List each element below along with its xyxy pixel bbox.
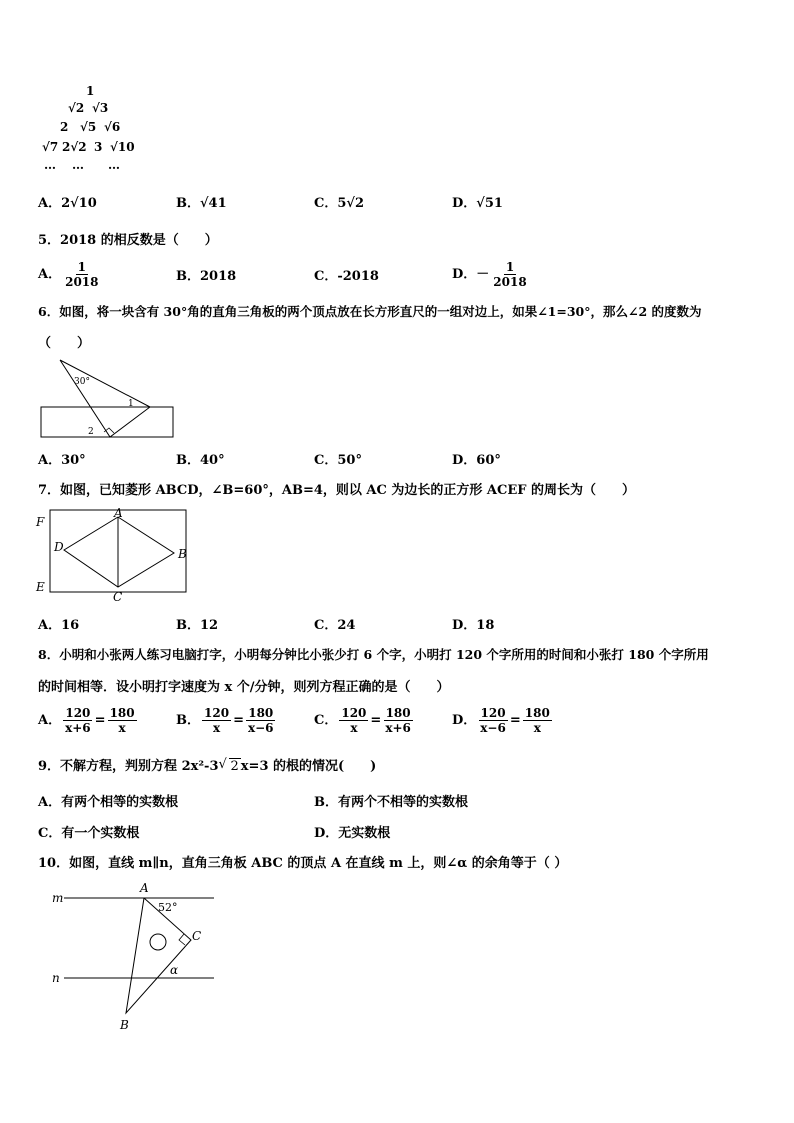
denominator: x−6 [247,720,274,735]
option-label: D． [314,826,339,841]
q6-option-a[interactable] [38,449,176,468]
label-n: n [52,971,60,985]
option-text: 50° [337,453,362,468]
q8-options [38,702,590,738]
radical-icon: √ [218,757,227,772]
numerator: 120 [65,705,91,720]
denominator: x [118,720,126,735]
pattern-cell: √6 [104,120,121,134]
option-label: A． [38,618,62,633]
numerator: 180 [385,705,411,720]
option-label: A． [38,266,62,282]
q10-stem: 10．如图，直线 m∥n，直角三角板 ABC 的顶点 A 在直线 m 上，则∠α 的余角等于（ ） [38,856,568,871]
q6-stem-line2: （ ） [38,336,91,351]
angle-30-label: 30° [74,377,90,387]
denominator: x+6 [385,720,411,735]
q9-option-c[interactable] [38,822,139,841]
q4-option-d[interactable] [452,192,590,211]
triangle-hole [150,934,166,950]
option-label: D． [452,453,477,468]
label-a: A [114,506,123,520]
fraction [523,706,552,735]
pattern-cell: 2 [60,120,69,134]
denominator: x [533,720,541,735]
fraction [491,260,528,289]
option-text: 2018 [200,268,237,284]
option-label: D． [452,618,477,633]
option-label: C． [314,712,338,728]
label-b: B [120,1018,129,1032]
numerator: 120 [204,705,230,720]
q8-option-a[interactable]: A． $\frac{120}{x+6}$ = $\frac{180}{x}$ [38,705,135,735]
q7-option-d[interactable] [452,614,590,633]
pattern-cell: 2√2 [62,140,87,154]
option-label: A． [38,712,62,728]
pattern-cell: … [72,158,84,172]
q5-option-c[interactable] [314,265,452,284]
q9-option-a[interactable] [38,791,178,810]
q5-options [38,258,590,290]
q6-option-d[interactable] [452,449,590,468]
pattern-cell: … [108,158,120,172]
angle-52-label: 52° [158,901,178,914]
q6-option-c[interactable] [314,449,452,468]
q8-option-c[interactable]: C． $\frac{120}{x}$ = $\frac{180}{x+6}$ [314,705,411,735]
q8-option-d[interactable]: D． $\frac{120}{x-6}$ = $\frac{180}{x}$ [452,705,550,735]
q7-option-b[interactable] [176,614,314,633]
label-d: D [54,540,64,554]
q9-stem-pre: 9．不解方程，判别方程 2x²-3 [38,759,219,774]
q6-figure [38,355,178,441]
triangle-abc [126,898,191,1013]
angle-1-label: 1 [128,399,134,409]
right-angle-mark [104,428,114,433]
label-c: C [113,590,123,604]
option-label: D． [452,196,477,211]
q6-options [38,449,590,468]
numerator: 1 [505,259,515,274]
fraction [108,706,137,735]
q7-options [38,614,590,633]
q5-stem: 5．2018 的相反数是（ ） [38,233,218,248]
pattern-cell: 3 [94,140,103,154]
q8-stem-line1: 8．小明和小张两人练习电脑打字，小明每分钟比小张少打 6 个字，小明打 120 个字所用的时间和小张打 180 个字所用 [38,647,709,662]
option-text: 24 [337,618,356,633]
q9-option-b[interactable] [314,791,468,810]
q7-figure [34,505,194,605]
q7-option-c[interactable] [314,614,452,633]
q9-stem-post: x=3 的根的情况( ) [240,759,377,774]
option-text: 无实数根 [338,826,391,841]
option-label: B． [176,196,200,211]
alpha-label: α [170,963,179,977]
option-text: 有两个不相等的实数根 [338,795,469,810]
label-a: A [140,881,149,895]
radicand: 2 [230,759,239,774]
numerator: 180 [248,705,274,720]
angle-2-label: 2 [88,427,94,437]
option-text: 18 [476,618,495,633]
option-text: 30° [61,453,86,468]
option-label: C． [314,268,338,284]
q5-option-b[interactable] [176,265,314,284]
pattern-cell: 1 [86,84,95,98]
q6-stem-line1: 6．如图，将一块含有 30°角的直角三角板的两个顶点放在长方形直尺的一组对边上，如果∠1=30°，那么∠2 的度数为 [38,304,702,319]
numerator: 180 [109,705,135,720]
label-b: B [178,547,187,561]
q7-option-a[interactable] [38,614,176,633]
option-label: A． [38,196,62,211]
option-label: C． [38,826,62,841]
fraction [478,706,508,735]
option-label: B． [176,712,200,728]
option-text: 2√10 [61,196,97,211]
label-c: C [192,929,202,943]
q6-option-b[interactable] [176,449,314,468]
option-text: 12 [200,618,219,633]
triangle [60,360,150,437]
option-text: 有两个相等的实数根 [61,795,179,810]
option-text: √41 [200,196,227,211]
q4-option-c[interactable] [314,192,452,211]
option-label: A． [38,453,62,468]
q4-options [38,192,590,211]
option-text: 16 [61,618,80,633]
denominator: x−6 [480,720,506,735]
q8-stem-line2: 的时间相等．设小明打字速度为 x 个/分钟，则列方程正确的是（ ） [38,680,450,695]
pattern-cell: √3 [92,101,109,115]
fraction [63,260,100,289]
option-label: D． [452,266,477,282]
denominator: x [350,720,358,735]
option-label: D． [452,712,477,728]
q10-figure [48,878,218,1036]
fraction [339,706,368,735]
option-label: A． [38,795,62,810]
denominator: 2018 [493,274,527,289]
option-label: C． [314,618,338,633]
option-text: 有一个实数根 [61,826,140,841]
option-text: 5√2 [337,196,364,211]
option-text: -2018 [337,268,379,284]
q9-option-d[interactable] [314,822,390,841]
option-label: C． [314,453,338,468]
numerator: 120 [480,705,506,720]
denominator: 2018 [65,274,99,289]
option-text: 60° [476,453,501,468]
q8-option-b[interactable]: B． $\frac{120}{x}$ = $\frac{180}{x-6}$ [176,705,274,735]
pattern-cell: √2 [68,101,85,115]
q5-option-d[interactable] [452,260,590,289]
fraction [63,706,93,735]
numerator: 120 [341,705,367,720]
label-m: m [52,891,64,905]
option-label: B． [176,268,200,284]
numerator: 180 [524,705,550,720]
option-label: B． [176,453,200,468]
option-label: C． [314,196,338,211]
label-e: E [36,580,45,594]
pattern-cell: √7 [42,140,59,154]
q7-stem: 7．如图，已知菱形 ABCD，∠B=60°，AB=4，则以 AC 为边长的正方形 ACEF 的周长为（ ） [38,483,635,498]
option-text: 40° [200,453,225,468]
option-label: B． [176,618,200,633]
right-angle-mark [179,934,185,945]
fraction [202,706,231,735]
rhombus-abcd [64,517,174,587]
number-pattern-figure [40,82,150,177]
option-text: √51 [476,196,503,211]
denominator: x [212,720,221,735]
q5-option-a[interactable] [38,260,176,289]
q4-option-a[interactable] [38,192,176,211]
pattern-cell: √10 [110,140,135,154]
pattern-cell: … [44,158,56,172]
label-f: F [36,515,45,529]
fraction [246,706,276,735]
fraction [383,706,413,735]
pattern-cell: √5 [80,120,97,134]
option-label: B． [314,795,338,810]
numerator: 1 [77,259,86,274]
q4-option-b[interactable] [176,192,314,211]
q9-stem [38,755,376,774]
denominator: x+6 [65,720,91,735]
minus-sign: － [476,266,490,282]
sqrt [219,759,241,774]
